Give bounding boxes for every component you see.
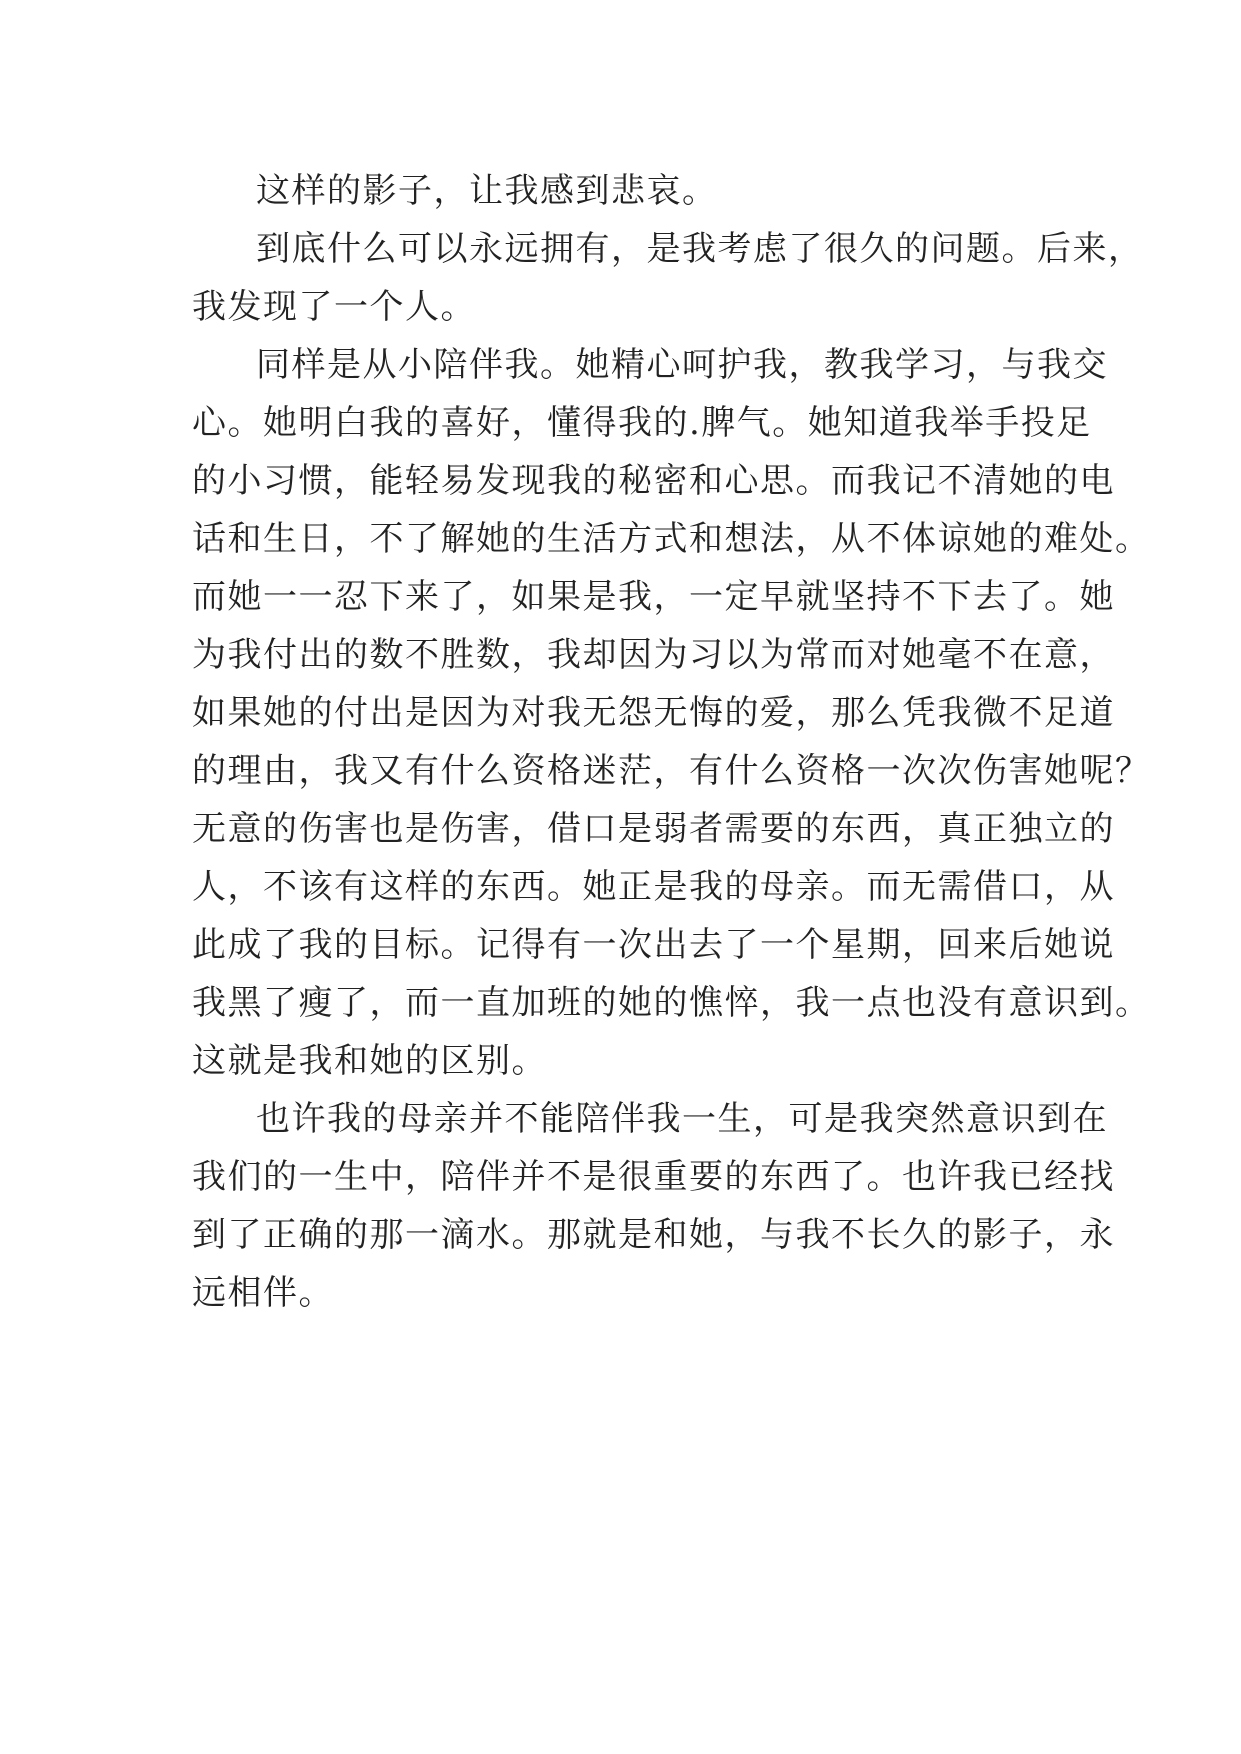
text-line: 的理由，我又有什么资格迷茫，有什么资格一次次伤害她呢？: [192, 751, 1151, 791]
paragraph-2: [192, 220, 1144, 336]
text-line: 无意的伤害也是伤害，借口是弱者需要的东西，真正独立的: [192, 809, 1115, 849]
text-line: 我黑了瘦了，而一直加班的她的憔悴，我一点也没有意识到。: [192, 983, 1151, 1023]
text-line: 人，不该有这样的东西。她正是我的母亲。而无需借口，从: [192, 867, 1115, 907]
text-line: 话和生日，不了解她的生活方式和想法，从不体谅她的难处。: [192, 519, 1151, 559]
text-line: 此成了我的目标。记得有一次出去了一个星期，回来后她说: [192, 925, 1115, 965]
text-line: 我们的一生中，陪伴并不是很重要的东西了。也许我已经找: [192, 1157, 1115, 1197]
text-line: 这样的影子，让我感到悲哀。: [256, 171, 718, 211]
paragraph-1: [192, 162, 1062, 220]
paragraph-3: [192, 336, 1151, 1090]
text-line: 到底什么可以永远拥有，是我考虑了很久的问题。后来，: [256, 229, 1144, 269]
text-line: 而她一一忍下来了，如果是我，一定早就坚持不下去了。她: [192, 577, 1115, 617]
text-line: 为我付出的数不胜数，我却因为习以为常而对她毫不在意，: [192, 635, 1115, 675]
text-line: 心。她明白我的喜好，懂得我的.脾气。她知道我举手投足: [192, 403, 1092, 443]
paragraph-4: [192, 1090, 1115, 1322]
text-line: 我发现了一个人。: [192, 287, 476, 327]
text-line: 这就是我和她的区别。: [192, 1041, 547, 1081]
text-line: 如果她的付出是因为对我无怨无悔的爱，那么凭我微不足道: [192, 693, 1115, 733]
text-line: 同样是从小陪伴我。她精心呵护我，教我学习，与我交: [256, 345, 1108, 385]
text-line: 的小习惯，能轻易发现我的秘密和心思。而我记不清她的电: [192, 461, 1115, 501]
body-text: [192, 162, 1151, 1322]
text-line: 也许我的母亲并不能陪伴我一生，可是我突然意识到在: [256, 1099, 1108, 1139]
text-line: 到了正确的那一滴水。那就是和她，与我不长久的影子，永: [192, 1215, 1115, 1255]
text-line: 远相伴。: [192, 1273, 334, 1313]
